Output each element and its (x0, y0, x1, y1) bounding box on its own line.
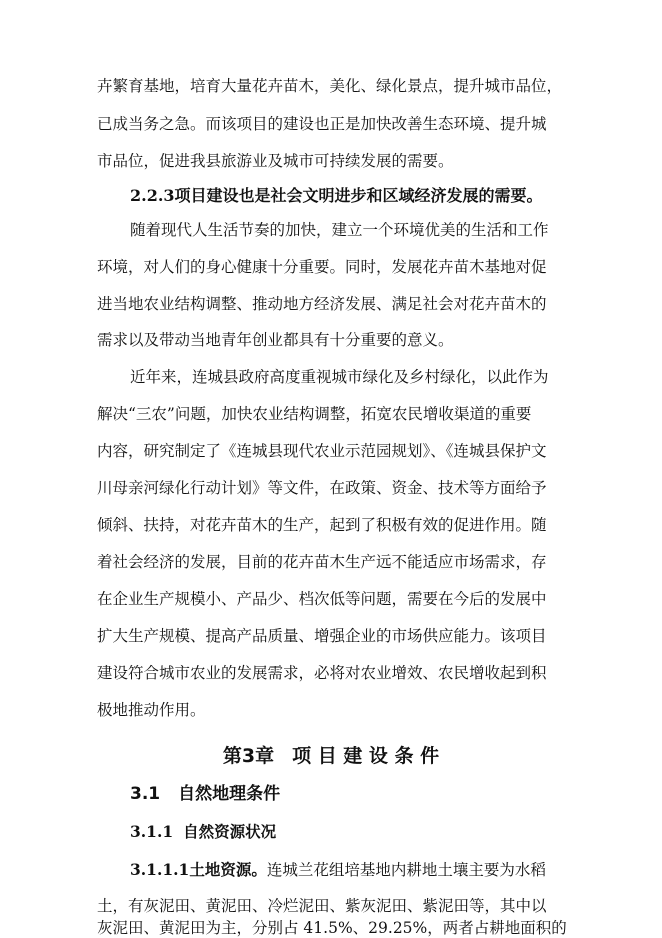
section-title: 自然地理条件 (178, 784, 281, 804)
body-text-line: 解决“三农”问题，加快农业结构调整，拓宽农民增收渠道的重要 (97, 405, 532, 423)
subsection-title: 自然资源状况 (183, 822, 277, 841)
body-text-line: 扩大生产规模、提高产品质量、增强企业的市场供应能力。该项目 (97, 627, 547, 645)
chapter-heading (0, 744, 662, 768)
body-text-line: 着社会经济的发展，目前的花卉苗木生产远不能适应市场需求，存 (97, 553, 547, 571)
body-text-line: 极地推动作用。 (97, 701, 206, 719)
body-text-line: 已成当务之急。而该项目的建设也正是加快改善生态环境、提升城 (97, 115, 547, 133)
subsection-number: 3.1.1 (130, 822, 174, 841)
body-text-line: 随着现代人生活节奏的加快，建立一个环境优美的生活和工作 (130, 221, 549, 239)
body-text-line: 需求以及带动当地青年创业都具有十分重要的意义。 (97, 331, 454, 349)
body-text-line: 川母亲河绿化行动计划》等文件，在政策、资金、技术等方面给予 (97, 479, 547, 497)
body-text-line: 建设符合城市农业的发展需求，必将对农业增效、农民增收起到积 (97, 664, 547, 682)
body-text-line: 进当地农业结构调整、推动地方经济发展、满足社会对花卉苗木的 (97, 295, 547, 313)
body-text-line: 倾斜、扶持，对花卉苗木的生产，起到了积极有效的促进作用。随 (97, 516, 547, 534)
body-text-line (130, 860, 546, 880)
body-text-line: 土，有灰泥田、黄泥田、冷烂泥田、紫灰泥田、紫泥田等，其中以 (97, 897, 547, 915)
heading-2-2-3: 2.2.3项目建设也是社会文明进步和区域经济发展的需要。 (130, 186, 543, 205)
body-text-line: 环境，对人们的身心健康十分重要。同时，发展花卉苗木基地对促 (97, 258, 547, 276)
body-text-line: 近年来，连城县政府高度重视城市绿化及乡村绿化，以此作为 (130, 368, 549, 386)
land-resource-text: 连城兰花组培基地内耕地土壤主要为水稻 (266, 861, 546, 879)
body-text-line: 内容，研究制定了《连城县现代农业示范园规划》、《连城县保护文 (97, 442, 547, 460)
land-resource-lead: 3.1.1.1土地资源。 (130, 860, 267, 879)
section-number: 3.1 (130, 784, 161, 804)
chapter-number: 第3章 (222, 745, 275, 767)
body-text-line: 灰泥田、黄泥田为主，分别占 41.5%、29.25%，两者占耕地面积的 (97, 919, 567, 937)
body-text-line: 卉繁育基地，培育大量花卉苗木，美化、绿化景点，提升城市品位， (97, 77, 563, 95)
section-heading-3-1 (130, 783, 280, 805)
chapter-title: 项 目 建 设 条 件 (292, 745, 440, 767)
section-heading-3-1-1 (130, 822, 276, 842)
body-text-line: 在企业生产规模小、产品少、档次低等问题，需要在今后的发展中 (97, 590, 547, 608)
body-text-line: 市品位，促进我县旅游业及城市可持续发展的需要。 (97, 152, 454, 170)
